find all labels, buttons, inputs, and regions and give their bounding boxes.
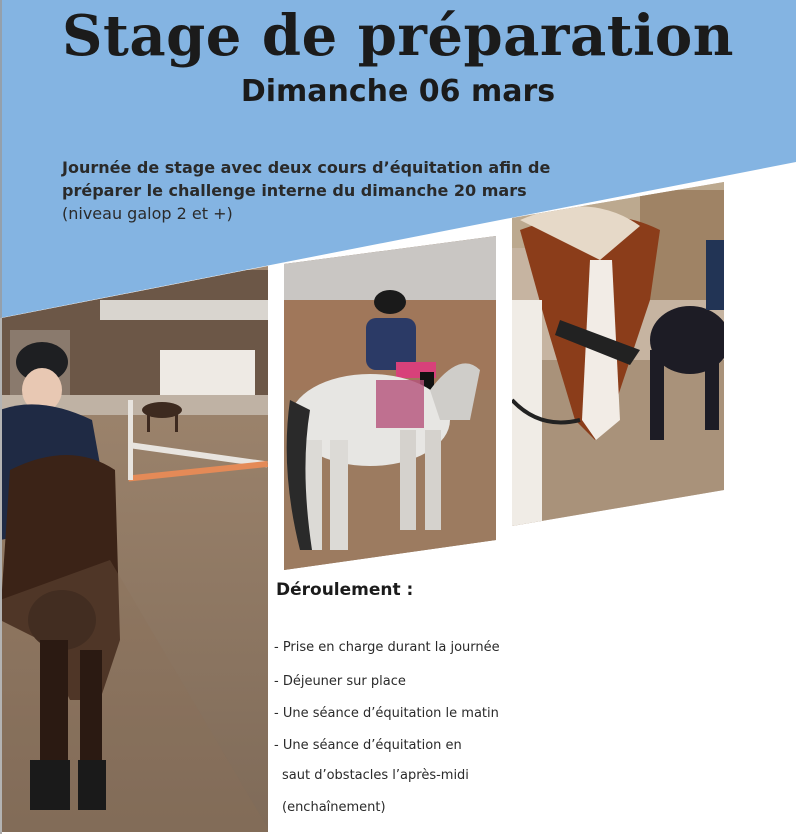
list-item: - Prise en charge durant la journée <box>274 640 500 655</box>
page-subtitle: Dimanche 06 mars <box>240 74 556 109</box>
list-item: - Une séance d’équitation en <box>274 738 462 753</box>
intro-bold-text: Journée de stage avec deux cours d’équitation afin de préparer le challenge interne du dimanche 20 mars <box>62 158 551 200</box>
list-item: - Une séance d’équitation le matin <box>274 706 499 721</box>
list-item: saut d’obstacles l’après-midi <box>282 768 469 783</box>
list-item: - Déjeuner sur place <box>274 674 406 689</box>
page-title: Stage de préparation <box>62 3 734 69</box>
list-item: (enchaînement) <box>282 800 386 815</box>
intro-normal-text: (niveau galop 2 et +) <box>62 204 233 223</box>
program-heading: Déroulement : <box>276 580 414 600</box>
